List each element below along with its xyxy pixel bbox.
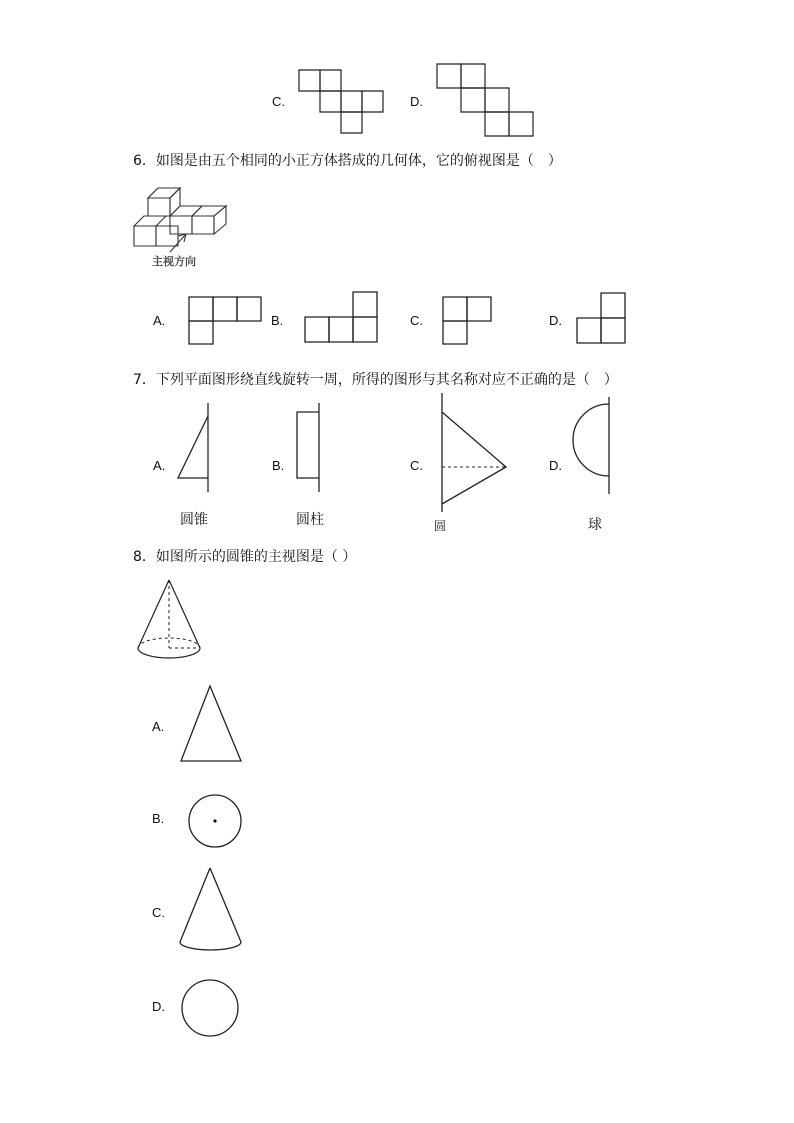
q7-option-b-figure[interactable] [294,402,324,494]
q6-option-a-figure[interactable] [188,296,263,346]
q8-option-d-label[interactable]: D. [152,999,165,1014]
q7-caption-c: 圆 [434,519,447,533]
q6-option-d-label[interactable]: D. [549,313,562,328]
q6-option-a-label[interactable]: A. [153,313,166,328]
q5-option-d-label[interactable]: D. [410,94,423,109]
q6-question-text: 6．如图是由五个相同的小正方体搭成的几何体，它的俯视图是（ ） [133,153,562,169]
q8-option-a-label[interactable]: A. [152,719,165,734]
q6-option-b-figure[interactable] [304,291,380,345]
q6-option-c-figure[interactable] [442,296,494,346]
q6-option-d-figure[interactable] [576,292,630,346]
q7-option-c-figure[interactable] [438,392,512,514]
q7-option-b-label[interactable]: B. [272,458,285,473]
q8-option-b-label[interactable]: B. [152,811,165,826]
q7-option-d-figure[interactable] [570,396,614,496]
q8-cone-figure [135,578,205,664]
q7-question-text: 7．下列平面图形绕直线旋转一周，所得的图形与其名称对应不正确的是（ ） [133,372,618,388]
q6-view-direction-label: 主视方向 [152,255,196,268]
q7-option-c-label[interactable]: C. [410,458,423,473]
q7-option-a-figure[interactable] [175,402,215,494]
q8-option-a-figure[interactable] [178,684,244,764]
q6-cube-figure [130,184,234,252]
q6-option-b-label[interactable]: B. [271,313,284,328]
q7-caption-b: 圆柱 [296,512,324,528]
q5-option-c-label[interactable]: C. [272,94,285,109]
q5-option-c-net[interactable] [297,68,387,136]
q7-caption-a: 圆锥 [180,512,208,528]
q8-question-text: 8．如图所示的圆锥的主视图是（ ） [133,549,357,565]
q5-option-d-net[interactable] [436,63,536,139]
q6-option-c-label[interactable]: C. [410,313,423,328]
q7-caption-d: 球 [588,517,602,533]
q7-option-a-label[interactable]: A. [153,458,166,473]
q8-option-c-label[interactable]: C. [152,905,165,920]
q8-option-d-figure[interactable] [180,979,244,1039]
q8-option-c-figure[interactable] [177,866,245,954]
q7-option-d-label[interactable]: D. [549,458,562,473]
q8-option-b-figure[interactable] [186,793,244,851]
